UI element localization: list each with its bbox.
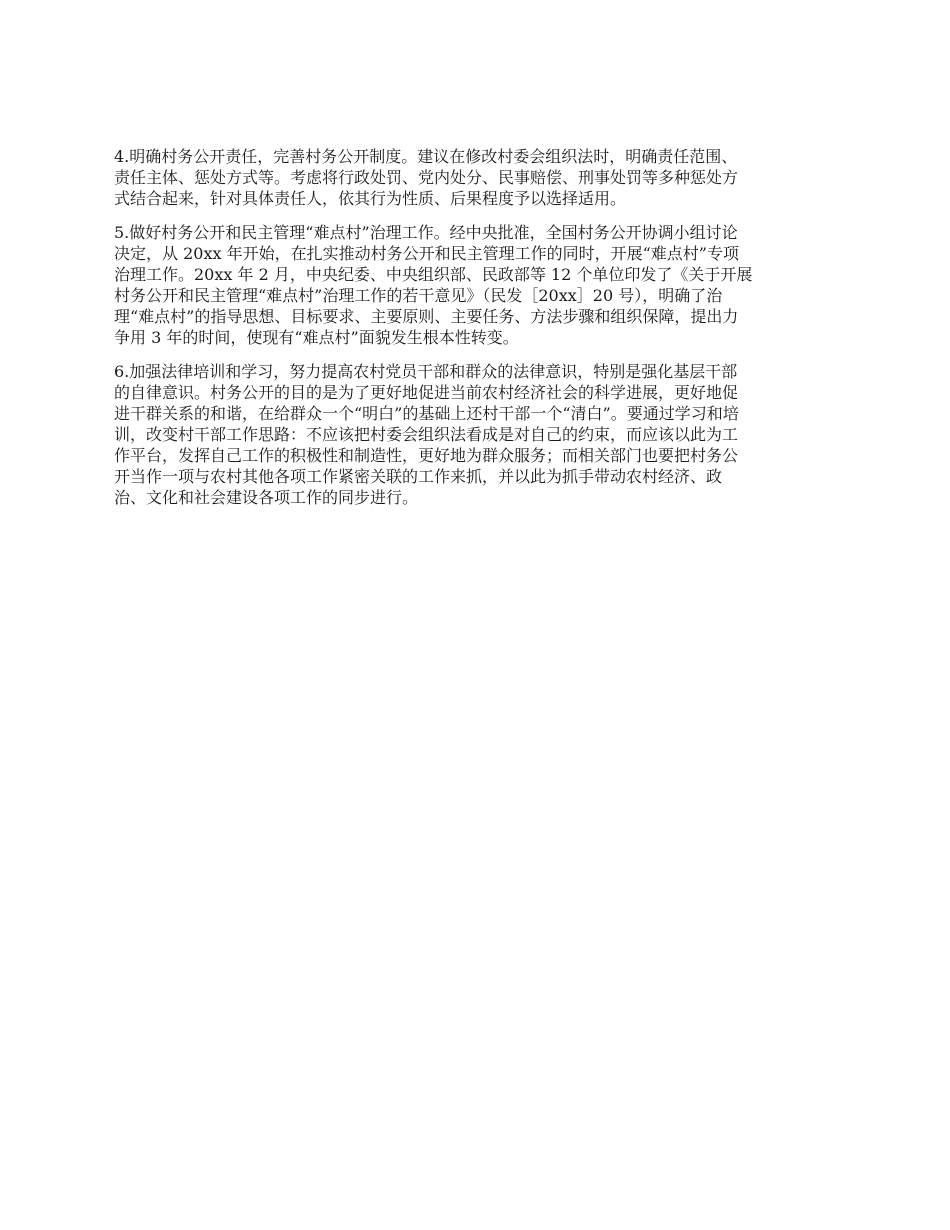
paragraph-line: 治理工作。20xx 年 2 月，中央纪委、中央组织部、民政部等 12 个单位印发了《关于开展 xyxy=(114,265,753,284)
paragraph-line: 5.做好村务公开和民主管理“难点村”治理工作。经中央批准，全国村务公开协调小组讨论 xyxy=(114,223,738,242)
paragraph-6 xyxy=(114,361,844,508)
paragraph-line: 6.加强法律培训和学习，努力提高农村党员干部和群众的法律意识，特别是强化基层干部 xyxy=(114,362,738,381)
paragraph-line: 争用 3 年的时间，使现有“难点村”面貌发生根本性转变。 xyxy=(114,328,519,347)
paragraph-line: 训，改变村干部工作思路：不应该把村委会组织法看成是对自己的约束，而应该以此为工 xyxy=(114,425,739,444)
paragraph-5 xyxy=(114,222,844,348)
paragraph-4 xyxy=(114,146,844,209)
paragraph-line: 治、文化和社会建设各项工作的同步进行。 xyxy=(114,488,419,507)
paragraph-line: 4.明确村务公开责任，完善村务公开制度。建议在修改村委会组织法时，明确责任范围、 xyxy=(114,147,738,166)
paragraph-line: 的自律意识。村务公开的目的是为了更好地促进当前农村经济社会的科学进展，更好地促 xyxy=(114,383,739,402)
paragraph-line: 理“难点村”的指导思想、目标要求、主要原则、主要任务、方法步骤和组织保障，提出力 xyxy=(114,307,739,326)
paragraph-line: 责任主体、惩处方式等。考虑将行政处罚、党内处分、民事赔偿、刑事处罚等多种惩处方 xyxy=(114,168,739,187)
paragraph-line: 村务公开和民主管理“难点村”治理工作的若干意见》（民发［20xx］20 号），明确了治 xyxy=(114,286,723,305)
document-body xyxy=(114,146,844,521)
paragraph-line: 进干群关系的和谐，在给群众一个“明白”的基础上还村干部一个“清白”。要通过学习和培 xyxy=(114,404,739,423)
paragraph-line: 决定，从 20xx 年开始，在扎实推动村务公开和民主管理工作的同时，开展“难点村”专项 xyxy=(114,244,739,263)
paragraph-line: 开当作一项与农村其他各项工作紧密关联的工作来抓，并以此为抓手带动农村经济、政 xyxy=(114,467,723,486)
paragraph-line: 式结合起来，针对具体责任人，依其行为性质、后果程度予以选择适用。 xyxy=(114,189,627,208)
paragraph-line: 作平台，发挥自己工作的积极性和制造性，更好地为群众服务；而相关部门也要把村务公 xyxy=(114,446,739,465)
